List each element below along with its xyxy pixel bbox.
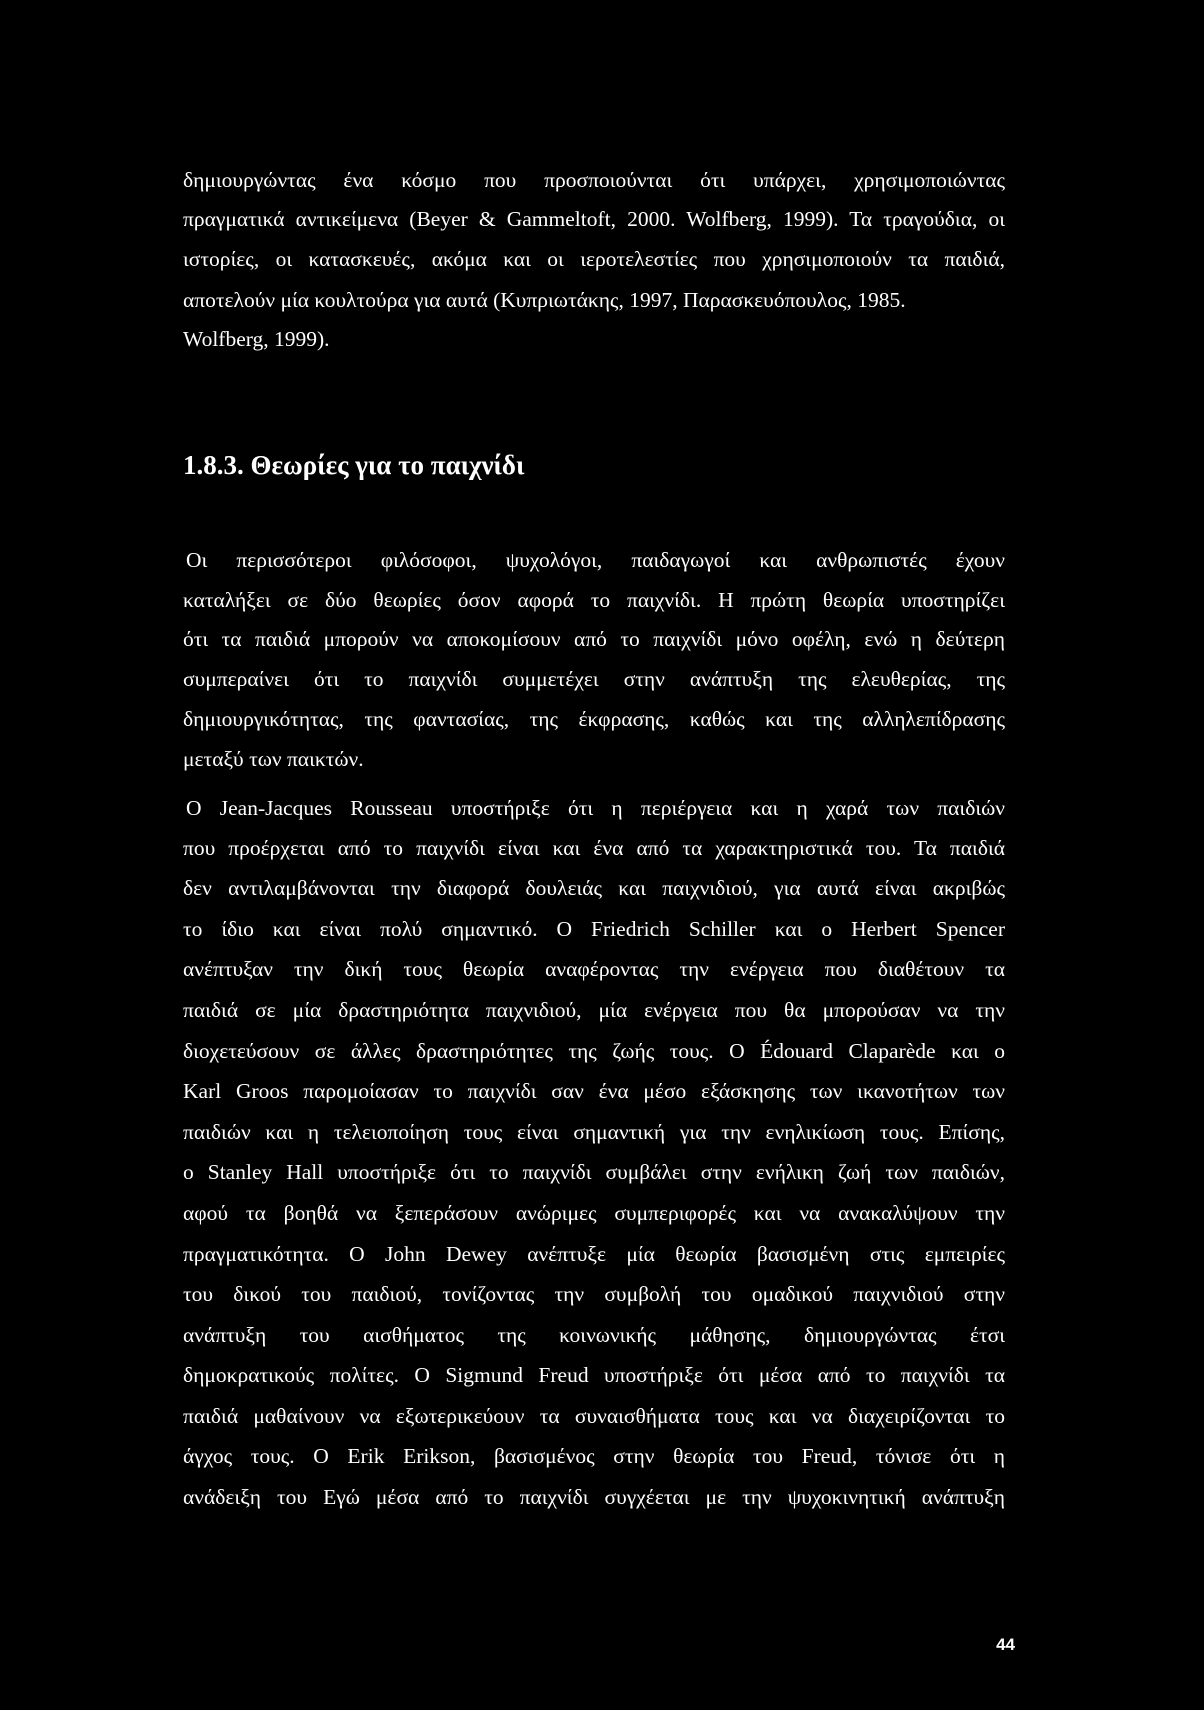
section-number: 1.8.3. xyxy=(183,450,244,480)
text-line: πραγματικότητα. Ο John Dewey ανέπτυξε μία θεωρία βασισμένη στις εμπειρίες xyxy=(183,1242,1005,1266)
text-line: άγχος τους. Ο Erik Erikson, βασισμένος στην θεωρία του Freud, τόνισε ότι η xyxy=(183,1444,1005,1468)
text-line: πραγματικά αντικείμενα (Beyer & Gammeltoft, 2000. Wolfberg, 1999). Τα τραγούδια, οι xyxy=(183,207,1005,231)
text-line: ιστορίες, οι κατασκευές, ακόμα και οι ιεροτελεστίες που χρησιμοποιούν τα παιδιά, xyxy=(183,247,1005,271)
text-line: ανάδειξη του Εγώ μέσα από το παιχνίδι συγχέεται με την ψυχοκινητική ανάπτυξη xyxy=(183,1485,1005,1509)
text-line: δημιουργώντας ένα κόσμο που προσποιούνται ότι υπάρχει, χρησιμοποιώντας xyxy=(183,168,1005,192)
text-line: αφού τα βοηθά να ξεπεράσουν ανώριμες συμπεριφορές και να ανακαλύψουν την xyxy=(183,1201,1005,1225)
text-line: δεν αντιλαμβάνονται την διαφορά δουλειάς και παιχνιδιού, για αυτά είναι ακριβώς xyxy=(183,876,1005,900)
text-line: διοχετεύσουν σε άλλες δραστηριότητες της ζωής τους. Ο Édouard Claparède και ο xyxy=(183,1039,1005,1063)
text-line: ανάπτυξη του αισθήματος της κοινωνικής μάθησης, δημιουργώντας έτσι xyxy=(183,1323,1005,1347)
text-line: Οι περισσότεροι φιλόσοφοι, ψυχολόγοι, παιδαγωγοί και ανθρωπιστές έχουν xyxy=(186,548,1005,572)
text-line: ο Stanley Hall υποστήριξε ότι το παιχνίδι συμβάλει στην ενήλικη ζωή των παιδιών, xyxy=(183,1160,1005,1184)
text-line: καταλήξει σε δύο θεωρίες όσον αφορά το παιχνίδι. Η πρώτη θεωρία υποστηρίζει xyxy=(183,588,1005,612)
text-line: μεταξύ των παικτών. xyxy=(183,747,364,771)
text-line: ότι τα παιδιά μπορούν να αποκομίσουν από το παιχνίδι μόνο οφέλη, ενώ η δεύτερη xyxy=(183,627,1005,651)
text-line: παιδιών και η τελειοποίηση τους είναι σημαντική για την ενηλικίωση τους. Επίσης, xyxy=(183,1120,1005,1144)
text-line: που προέρχεται από το παιχνίδι είναι και ένα από τα χαρακτηριστικά του. Τα παιδιά xyxy=(183,836,1005,860)
text-line: αποτελούν μία κουλτούρα για αυτά (Κυπριωτάκης, 1997, Παρασκευόπουλος, 1985. xyxy=(183,288,906,312)
section-title: Θεωρίες για το παιχνίδι xyxy=(250,450,525,480)
text-line: δημοκρατικούς πολίτες. Ο Sigmund Freud υποστήριξε ότι μέσα από το παιχνίδι τα xyxy=(183,1363,1005,1387)
page-number: 44 xyxy=(996,1635,1015,1654)
text-line: παιδιά σε μία δραστηριότητα παιχνιδιού, μία ενέργεια που θα μπορούσαν να την xyxy=(183,998,1005,1022)
text-line: ανέπτυξαν την δική τους θεωρία αναφέροντας την ενέργεια που διαθέτουν τα xyxy=(183,957,1005,981)
text-line: δημιουργικότητας, της φαντασίας, της έκφρασης, καθώς και της αλληλεπίδρασης xyxy=(183,707,1005,731)
text-line: Karl Groos παρομοίασαν το παιχνίδι σαν ένα μέσο εξάσκησης των ικανοτήτων των xyxy=(183,1079,1005,1103)
text-line: Wolfberg, 1999). xyxy=(183,327,330,351)
section-heading xyxy=(183,448,524,482)
text-line: το ίδιο και είναι πολύ σημαντικό. Ο Friedrich Schiller και ο Herbert Spencer xyxy=(183,917,1005,941)
text-line: Ο Jean-Jacques Rousseau υποστήριξε ότι η περιέργεια και η χαρά των παιδιών xyxy=(186,796,1005,820)
text-line: του δικού του παιδιού, τονίζοντας την συμβολή του ομαδικού παιχνιδιού στην xyxy=(183,1282,1005,1306)
text-line: συμπεραίνει ότι το παιχνίδι συμμετέχει στην ανάπτυξη της ελευθερίας, της xyxy=(183,667,1005,691)
text-line: παιδιά μαθαίνουν να εξωτερικεύουν τα συναισθήματα τους και να διαχειρίζονται το xyxy=(183,1404,1005,1428)
